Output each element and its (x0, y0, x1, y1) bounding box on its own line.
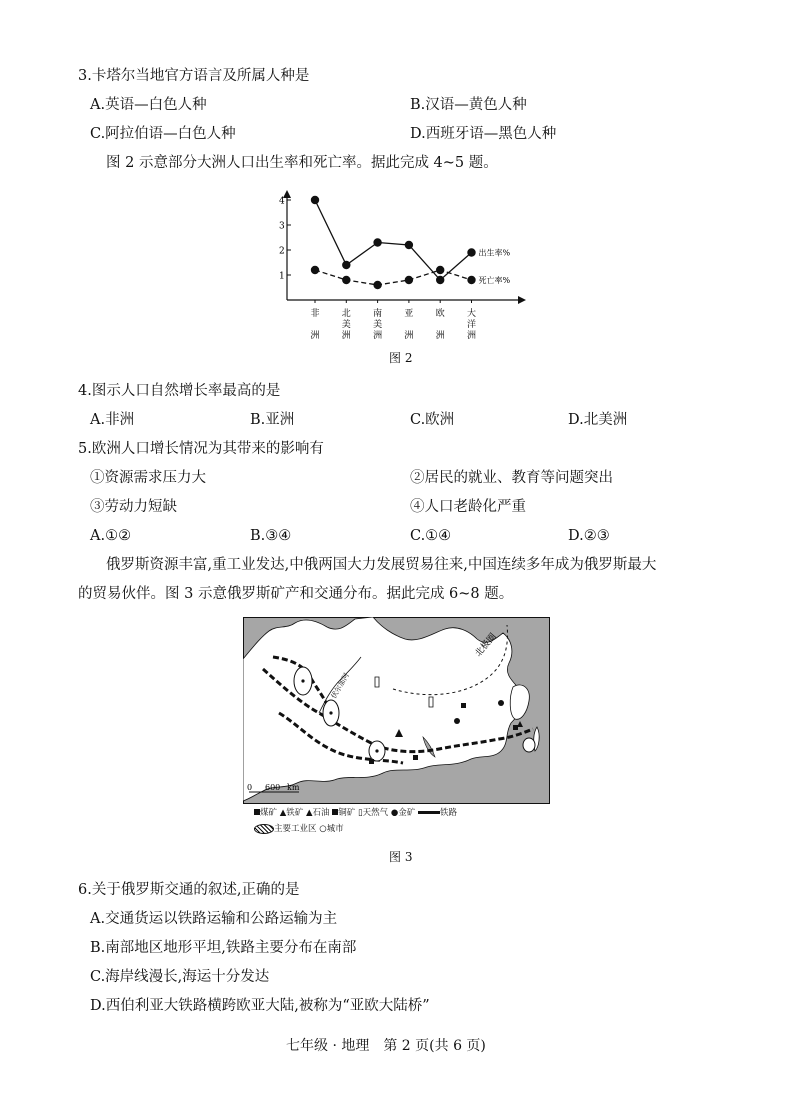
map-legend-line2: 主要工业区 ○城市 (254, 822, 344, 834)
gas-field (429, 697, 433, 707)
y-tick-label: 2 (279, 246, 285, 257)
q3-option-c: C.阿拉伯语—白色人种 (90, 126, 236, 142)
data-point (311, 196, 319, 204)
x-tick-label-char: 非 (310, 309, 320, 319)
q5-statement-4: ④人口老龄化严重 (410, 499, 526, 515)
q4-option-d: D.北美洲 (568, 412, 628, 428)
data-point (311, 266, 319, 274)
city-marker (329, 711, 332, 714)
q4-stem: 4.图示人口自然增长率最高的是 (78, 383, 281, 399)
oil-legend-icon: ▲ (305, 808, 313, 818)
coal-mine (461, 703, 466, 708)
x-tick-label-char: 洲 (404, 331, 414, 341)
data-point (436, 276, 444, 284)
gold-legend-icon: ● (390, 808, 399, 818)
q6-option-d: D.西伯利亚大铁路横跨欧亚大陆,被称为“亚欧大陆桥” (90, 998, 430, 1014)
x-tick-label-char: 洲 (310, 331, 320, 341)
gas-legend-icon: ▯ (357, 808, 363, 818)
city-marker (301, 679, 304, 682)
q3-option-a: A.英语—白色人种 (90, 97, 207, 113)
q6-stem: 6.关于俄罗斯交通的叙述,正确的是 (78, 882, 300, 898)
x-tick-label-char: 洲 (435, 331, 445, 341)
coal-mine (369, 759, 374, 764)
industrial-area-far-east (523, 738, 535, 752)
coal-mine (413, 755, 418, 760)
q5-stem: 5.欧洲人口增长情况为其带来的影响有 (78, 441, 324, 457)
q5-statement-2: ②居民的就业、教育等问题突出 (410, 470, 613, 486)
railway-legend-icon (418, 811, 440, 814)
industrial-area-legend-icon (254, 824, 274, 834)
fig2-caption: 图 2 (389, 351, 413, 365)
series-line-death (315, 270, 472, 285)
intro-fig2: 图 2 示意部分大洲人口出生率和死亡率。据此完成 4~5 题。 (106, 155, 498, 171)
russia-map (243, 617, 550, 804)
y-tick-label: 3 (279, 221, 285, 232)
q4-option-a: A.非洲 (90, 412, 135, 428)
data-point (373, 238, 381, 246)
x-tick-label-char: 洲 (341, 331, 351, 341)
scale-unit: km (287, 783, 300, 792)
city-legend-icon: ○ (319, 824, 327, 834)
q3-stem: 3.卡塔尔当地官方语言及所属人种是 (78, 68, 310, 84)
data-point (405, 241, 413, 249)
q6-option-a: A.交通货运以铁路运输和公路运输为主 (90, 911, 338, 927)
data-point (373, 281, 381, 289)
volga-river-label: 伏尔加河 (329, 671, 351, 700)
intro-fig3-line2: 的贸易伙伴。图 3 示意俄罗斯矿产和交通分布。据此完成 6~8 题。 (78, 586, 514, 602)
chart-y-ticks (279, 197, 291, 282)
gold-mine (498, 700, 504, 706)
data-point (405, 276, 413, 284)
iron-legend-icon: ▲ (279, 808, 287, 818)
x-tick-label-char: 洋 (466, 320, 477, 330)
birth-death-rate-chart (270, 184, 540, 346)
x-tick-label-char: 洲 (466, 331, 477, 341)
data-point (467, 276, 475, 284)
x-tick-label-char: 南 (373, 309, 383, 319)
data-point (342, 276, 350, 284)
data-point (467, 248, 475, 256)
chart-series (311, 196, 511, 289)
scale-zero: 0 (247, 783, 253, 792)
gas-field (375, 677, 379, 687)
x-tick-label-char: 亚 (404, 309, 414, 319)
q5-option-b: B.③④ (250, 528, 292, 544)
q5-option-a: A.①② (90, 528, 132, 544)
chart-x-labels (310, 300, 476, 341)
series-line-birth (315, 200, 472, 280)
q6-option-b: B.南部地区地形平坦,铁路主要分布在南部 (90, 940, 357, 956)
gold-mine (454, 718, 460, 724)
y-tick-label: 1 (279, 271, 285, 282)
q5-statement-3: ③劳动力短缺 (90, 499, 177, 515)
x-tick-label-char: 洲 (373, 331, 383, 341)
scale-distance: 600 (265, 783, 281, 792)
data-point (342, 261, 350, 269)
q4-option-c: C.欧洲 (410, 412, 455, 428)
q5-option-d: D.②③ (568, 528, 610, 544)
x-axis-arrow (518, 296, 526, 304)
chart-axes (283, 190, 526, 304)
q3-option-b: B.汉语—黄色人种 (410, 97, 527, 113)
series-label: 出生率% (478, 248, 511, 258)
arctic-circle-label: 北极圈 (473, 631, 499, 659)
map-legend-line1: 煤矿 ▲铁矿 ▲石油 铜矿 ▯天然气 ●金矿 铁路 (254, 806, 457, 818)
q6-option-c: C.海岸线漫长,海运十分发达 (90, 969, 270, 985)
q5-statement-1: ①资源需求压力大 (90, 470, 206, 486)
series-label: 死亡率% (478, 276, 511, 285)
x-tick-label-char: 欧 (435, 309, 445, 319)
x-tick-label-char: 美 (373, 320, 383, 330)
coal-mine (513, 725, 518, 730)
x-tick-label-char: 北 (341, 309, 351, 319)
y-tick-label: 4 (279, 196, 285, 207)
page-footer: 七年级 · 地理 第 2 页(共 6 页) (286, 1038, 486, 1054)
q4-option-b: B.亚洲 (250, 412, 295, 428)
q5-option-c: C.①④ (410, 528, 452, 544)
city-marker (375, 749, 378, 752)
q3-option-d: D.西班牙语—黑色人种 (410, 126, 557, 142)
data-point (436, 266, 444, 274)
x-tick-label-char: 美 (341, 320, 351, 330)
intro-fig3-line1: 俄罗斯资源丰富,重工业发达,中俄两国大力发展贸易往来,中国连续多年成为俄罗斯最大 (106, 557, 657, 573)
x-tick-label-char: 大 (466, 309, 477, 319)
fig3-caption: 图 3 (389, 850, 413, 864)
